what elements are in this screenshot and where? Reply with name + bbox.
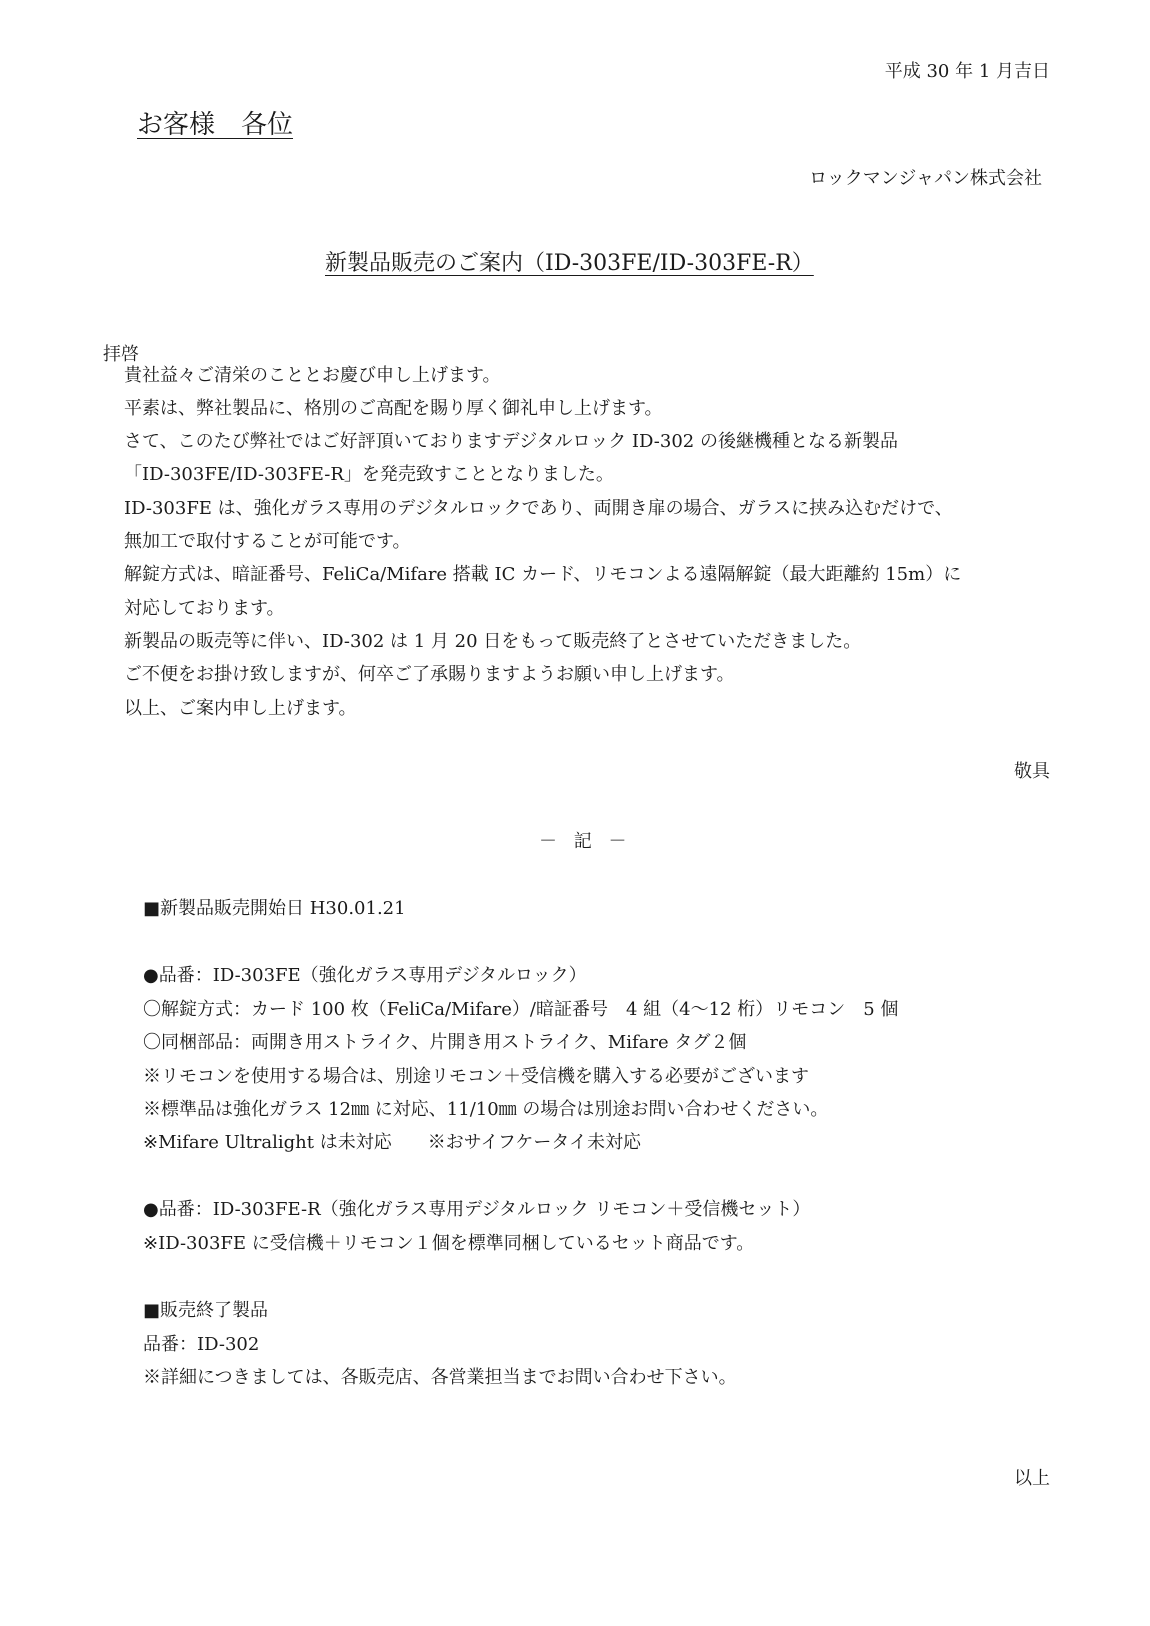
letter-paragraph: 以上、ご案内申し上げます。 — [124, 698, 357, 719]
letter-paragraph: 対応しております。 — [124, 598, 285, 619]
product2-name: ●品番：ID-303FE-R（強化ガラス専用デジタルロック リモコン＋受信機セット） — [143, 1199, 811, 1220]
greeting-opening: 拝啓 — [103, 344, 139, 365]
ki-label: 記 — [573, 831, 594, 852]
ki-dash-left: － — [539, 831, 559, 852]
product2-note: ※ID-303FE に受信機＋リモコン１個を標準同梱しているセット商品です。 — [143, 1233, 755, 1254]
letter-paragraph: 無加工で取付することが可能です。 — [124, 531, 411, 552]
product1-name: ●品番：ID-303FE（強化ガラス専用デジタルロック） — [143, 965, 587, 986]
letter-paragraph: 「ID-303FE/ID-303FE-R」を発売致すこととなりました。 — [124, 464, 614, 485]
product1-note: ※Mifare Ultralight は未対応 ※おサイフケータイ未対応 — [143, 1132, 642, 1153]
ki-dash-right: － — [608, 831, 629, 852]
letter-paragraph: 新製品の販売等に伴い、ID-302 は 1 月 20 日をもって販売終了とさせていただきました。 — [124, 631, 862, 652]
document-title-text: 新製品販売のご案内（ID-303FE/ID-303FE-R） — [325, 251, 814, 276]
discontinued-heading: ■販売終了製品 — [143, 1300, 269, 1321]
letter-paragraph: 解錠方式は、暗証番号、FeliCa/Mifare 搭載 IC カード、リモコンよる遠隔解錠（最大距離約 15m）に — [124, 564, 962, 585]
launch-date: ■新製品販売開始日 H30.01.21 — [143, 898, 406, 919]
discontinued-item: 品番：ID-302 — [143, 1334, 260, 1355]
product1-unlock-method: 〇解錠方式：カード 100 枚（FeliCa/Mifare）/暗証番号 4 組（4～12 桁）リモコン 5 個 — [143, 999, 899, 1020]
discontinued-note: ※詳細につきましては、各販売店、各営業担当までお問い合わせ下さい。 — [143, 1367, 737, 1388]
ki-heading — [532, 830, 635, 854]
letter-paragraph: 貴社益々ご清栄のこととお慶び申し上げます。 — [124, 365, 501, 386]
letter-paragraph: ご不便をお掛け致しますが、何卒ご了承賜りますようお願い申し上げます。 — [124, 664, 735, 685]
addressee: お客様 各位 — [137, 110, 294, 140]
issue-date: 平成 30 年 1 月吉日 — [884, 61, 1050, 82]
letter-paragraph: さて、このたび弊社ではご好評頂いておりますデジタルロック ID-302 の後継機種となる新製品 — [124, 431, 898, 452]
letter-paragraph: ID-303FE は、強化ガラス専用のデジタルロックであり、両開き扉の場合、ガラスに挟み込むだけで、 — [124, 498, 953, 519]
letter-paragraph: 平素は、弊社製品に、格別のご高配を賜り厚く御礼申し上げます。 — [124, 398, 663, 419]
product1-note: ※標準品は強化ガラス 12㎜ に対応、11/10㎜ の場合は別途お問い合わせください。 — [143, 1099, 829, 1120]
product1-note: ※リモコンを使用する場合は、別途リモコン＋受信機を購入する必要がございます — [143, 1066, 809, 1087]
document-end: 以上 — [1014, 1468, 1050, 1489]
document-title — [325, 249, 832, 279]
product1-bundled-parts: 〇同梱部品：両開き用ストライク、片開き用ストライク、Mifare タグ２個 — [143, 1032, 747, 1053]
company-name: ロックマンジャパン株式会社 — [809, 168, 1042, 189]
greeting-closing: 敬具 — [1014, 761, 1050, 782]
